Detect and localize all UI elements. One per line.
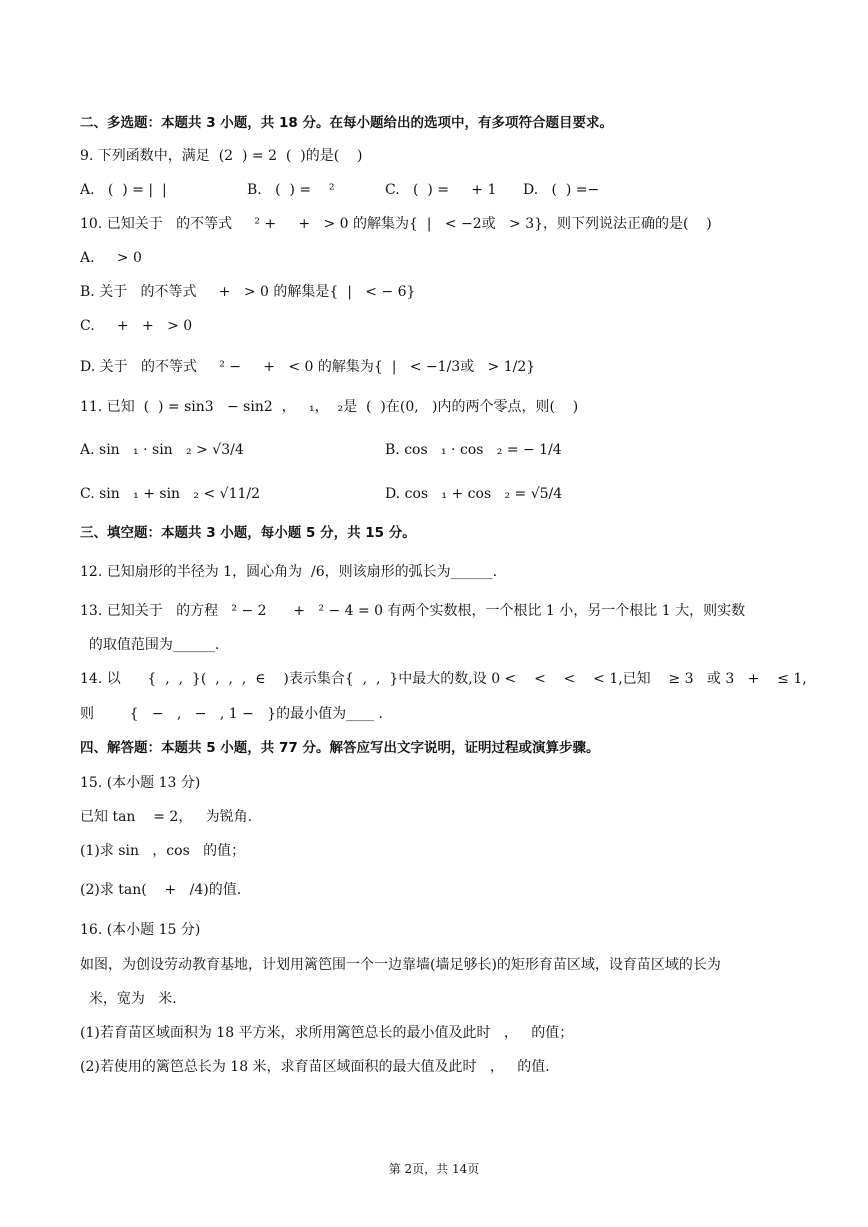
question-11-option-d: D. cos ₁ + cos ₂ = √5/4	[385, 486, 563, 502]
question-11-stem: 11. 已知 ( ) = sin3 − sin2 ， ₁， ₂是 ( )在(0, )内的两个零点，则( )	[80, 399, 579, 415]
question-14-line-1: 14. 以 { , , }( , , , ∈ )表示集合{ , , }中最大的数,设 0 < < < < 1,已知 ≥ 3 或 3 + ≤ 1,	[80, 671, 807, 687]
question-15-part-1: (1)求 sin ，cos 的值；	[80, 843, 246, 859]
question-9-option-c: C. ( ) = + 1	[385, 182, 497, 198]
question-9-option-b: B. ( ) = ²	[247, 182, 335, 198]
section-solve-heading: 四、解答题：本题共 5 小题，共 77 分。解答应写出文字说明，证明过程或演算步骤。	[80, 740, 600, 756]
question-9-option-d: D. ( ) =−	[523, 182, 609, 198]
question-16-part-2: (2)若使用的篱笆总长为 18 米，求育苗区域面积的最大值及此时 ， 的值.	[80, 1059, 550, 1075]
question-16-line-1: 如图，为创设劳动教育基地，计划用篱笆围一个一边靠墙(墙足够长)的矩形育苗区域，设育苗区域的长为	[80, 957, 721, 973]
question-14-line-2: 则 { − , − , 1 − }的最小值为____ .	[80, 706, 383, 722]
question-15-stem: 已知 tan = 2， 为锐角.	[80, 809, 253, 825]
question-15-part-2: (2)求 tan( + /4)的值.	[80, 882, 242, 898]
question-16-line-2: 米，宽为 米.	[80, 991, 177, 1007]
question-10-option-b: B. 关于 的不等式 + > 0 的解集是{ | < − 6}	[80, 284, 416, 300]
section-multi-choice-heading: 二、多选题：本题共 3 小题，共 18 分。在每小题给出的选项中，有多项符合题目要求。	[80, 115, 613, 131]
question-9-stem: 9. 下列函数中，满足 (2 ) = 2 ( )的是( )	[80, 148, 363, 164]
question-13-line-2: 的取值范围为______.	[80, 637, 220, 653]
question-10-stem: 10. 已知关于 的不等式 ² + + > 0 的解集为{ | < −2或 > 3}，则下列说法正确的是( )	[80, 216, 712, 232]
question-11-option-c: C. sin ₁ + sin ₂ < √11/2	[80, 486, 261, 502]
question-12: 12. 已知扇形的半径为 1，圆心角为 /6，则该扇形的弧长为______.	[80, 564, 498, 580]
question-10-option-a: A. > 0	[80, 250, 142, 266]
question-11-option-a: A. sin ₁ · sin ₂ > √3/4	[80, 442, 244, 458]
question-16-part-1: (1)若育苗区域面积为 18 平方米，求所用篱笆总长的最小值及此时 ， 的值；	[80, 1025, 574, 1041]
question-13-line-1: 13. 已知关于 的方程 ² − 2 + ² − 4 = 0 有两个实数根，一个根比 1 小，另一个根比 1 大，则实数	[80, 603, 746, 619]
question-11-option-b: B. cos ₁ · cos ₂ = − 1/4	[385, 442, 562, 458]
question-10-option-d: D. 关于 的不等式 ² − + < 0 的解集为{ | < −1/3或 > 1/2}	[80, 359, 536, 375]
question-16-title: 16. (本小题 15 分)	[80, 922, 201, 938]
question-15-title: 15. (本小题 13 分)	[80, 775, 201, 791]
question-10-option-c: C. + + > 0	[80, 318, 193, 334]
question-9-option-a: A. ( ) = | |	[80, 182, 167, 198]
page-footer: 第 2页，共 14页	[388, 1162, 480, 1176]
section-fill-blank-heading: 三、填空题：本题共 3 小题，每小题 5 分，共 15 分。	[80, 525, 416, 541]
